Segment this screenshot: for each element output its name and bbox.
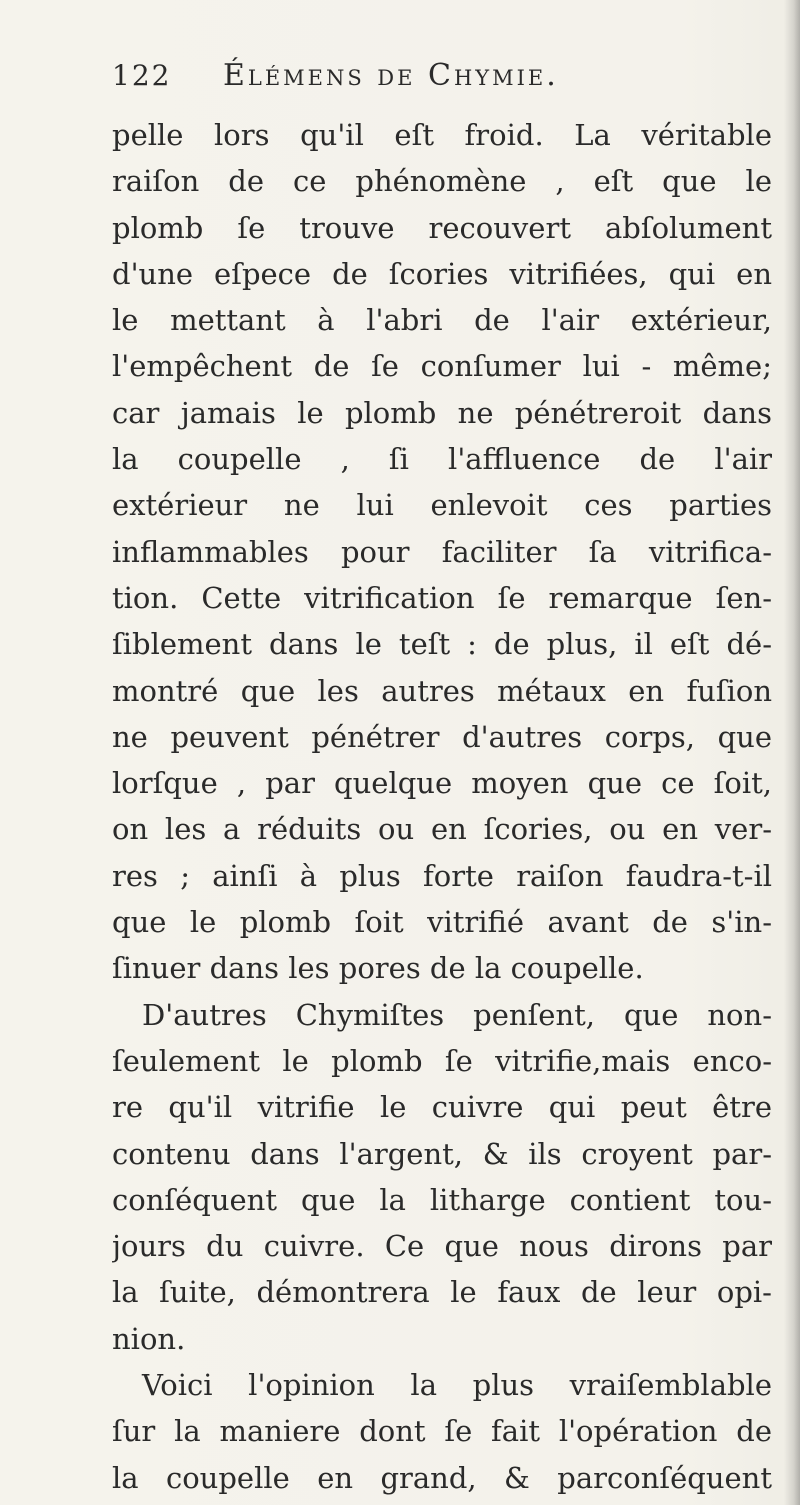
page-number: 122 — [112, 59, 172, 92]
text-line: lorſque , par quelque moyen que ce ſoit, — [112, 766, 772, 801]
text-line: res ; ainſi à plus forte raiſon faudra-t-il — [112, 858, 772, 893]
text-line: ſiblement dans le teſt : de plus, il eſt dé- — [112, 627, 772, 662]
text-line: l'empêchent de ſe conſumer lui - même; — [112, 349, 772, 384]
text-line: jours du cuivre. Ce que nous dirons par — [112, 1229, 772, 1264]
page-gutter-shadow — [784, 0, 800, 1505]
text-line: montré que les autres métaux en fuſion — [112, 673, 772, 708]
running-head — [112, 58, 772, 98]
text-line: ſinuer dans les pores de la coupelle. — [112, 951, 644, 986]
text-line: on les a réduits ou en ſcories, ou en ver- — [112, 812, 772, 847]
text-line: re qu'il vitrifie le cuivre qui peut être — [112, 1090, 772, 1125]
text-line: la coupelle en grand, & parconſéquent — [112, 1460, 772, 1495]
text-line: raiſon de ce phénomène , eſt que le — [112, 164, 772, 199]
text-line: la coupelle , ſi l'affluence de l'air — [112, 442, 772, 477]
text-line: pelle lors qu'il eſt froid. La véritable — [112, 118, 772, 152]
text-line: extérieur ne lui enlevoit ces parties — [112, 488, 772, 523]
text-line: contenu dans l'argent, & ils croyent par- — [112, 1136, 772, 1171]
text-line: car jamais le plomb ne pénétreroit dans — [112, 395, 772, 430]
text-line: d'une eſpece de ſcories vitrifiées, qui en — [112, 256, 772, 291]
text-line: Voici l'opinion la plus vraiſemblable — [142, 1368, 772, 1403]
text-line: inflammables pour faciliter ſa vitrifica- — [112, 534, 772, 569]
text-line: D'autres Chymiſtes penſent, que non- — [142, 997, 772, 1032]
text-line: ſur la maniere dont ſe fait l'opération de — [112, 1414, 772, 1449]
running-title: Élémens de Chymie. — [223, 58, 559, 93]
text-line: nion. — [112, 1321, 186, 1356]
text-line: tion. Cette vitrification ſe remarque ſen- — [112, 580, 772, 615]
text-line: le mettant à l'abri de l'air extérieur, — [112, 303, 772, 338]
text-line: la ſuite, démontrera le faux de leur opi- — [112, 1275, 772, 1310]
text-line: ſeulement le plomb ſe vitrifie,mais enco- — [112, 1043, 772, 1078]
body-text — [112, 112, 772, 1501]
text-line: que le plomb ſoit vitrifié avant de s'in- — [112, 905, 772, 940]
text-line: ne peuvent pénétrer d'autres corps, que — [112, 719, 772, 754]
text-line: conſéquent que la litharge contient tou- — [112, 1182, 772, 1217]
text-line: plomb ſe trouve recouvert abſolument — [112, 210, 772, 245]
